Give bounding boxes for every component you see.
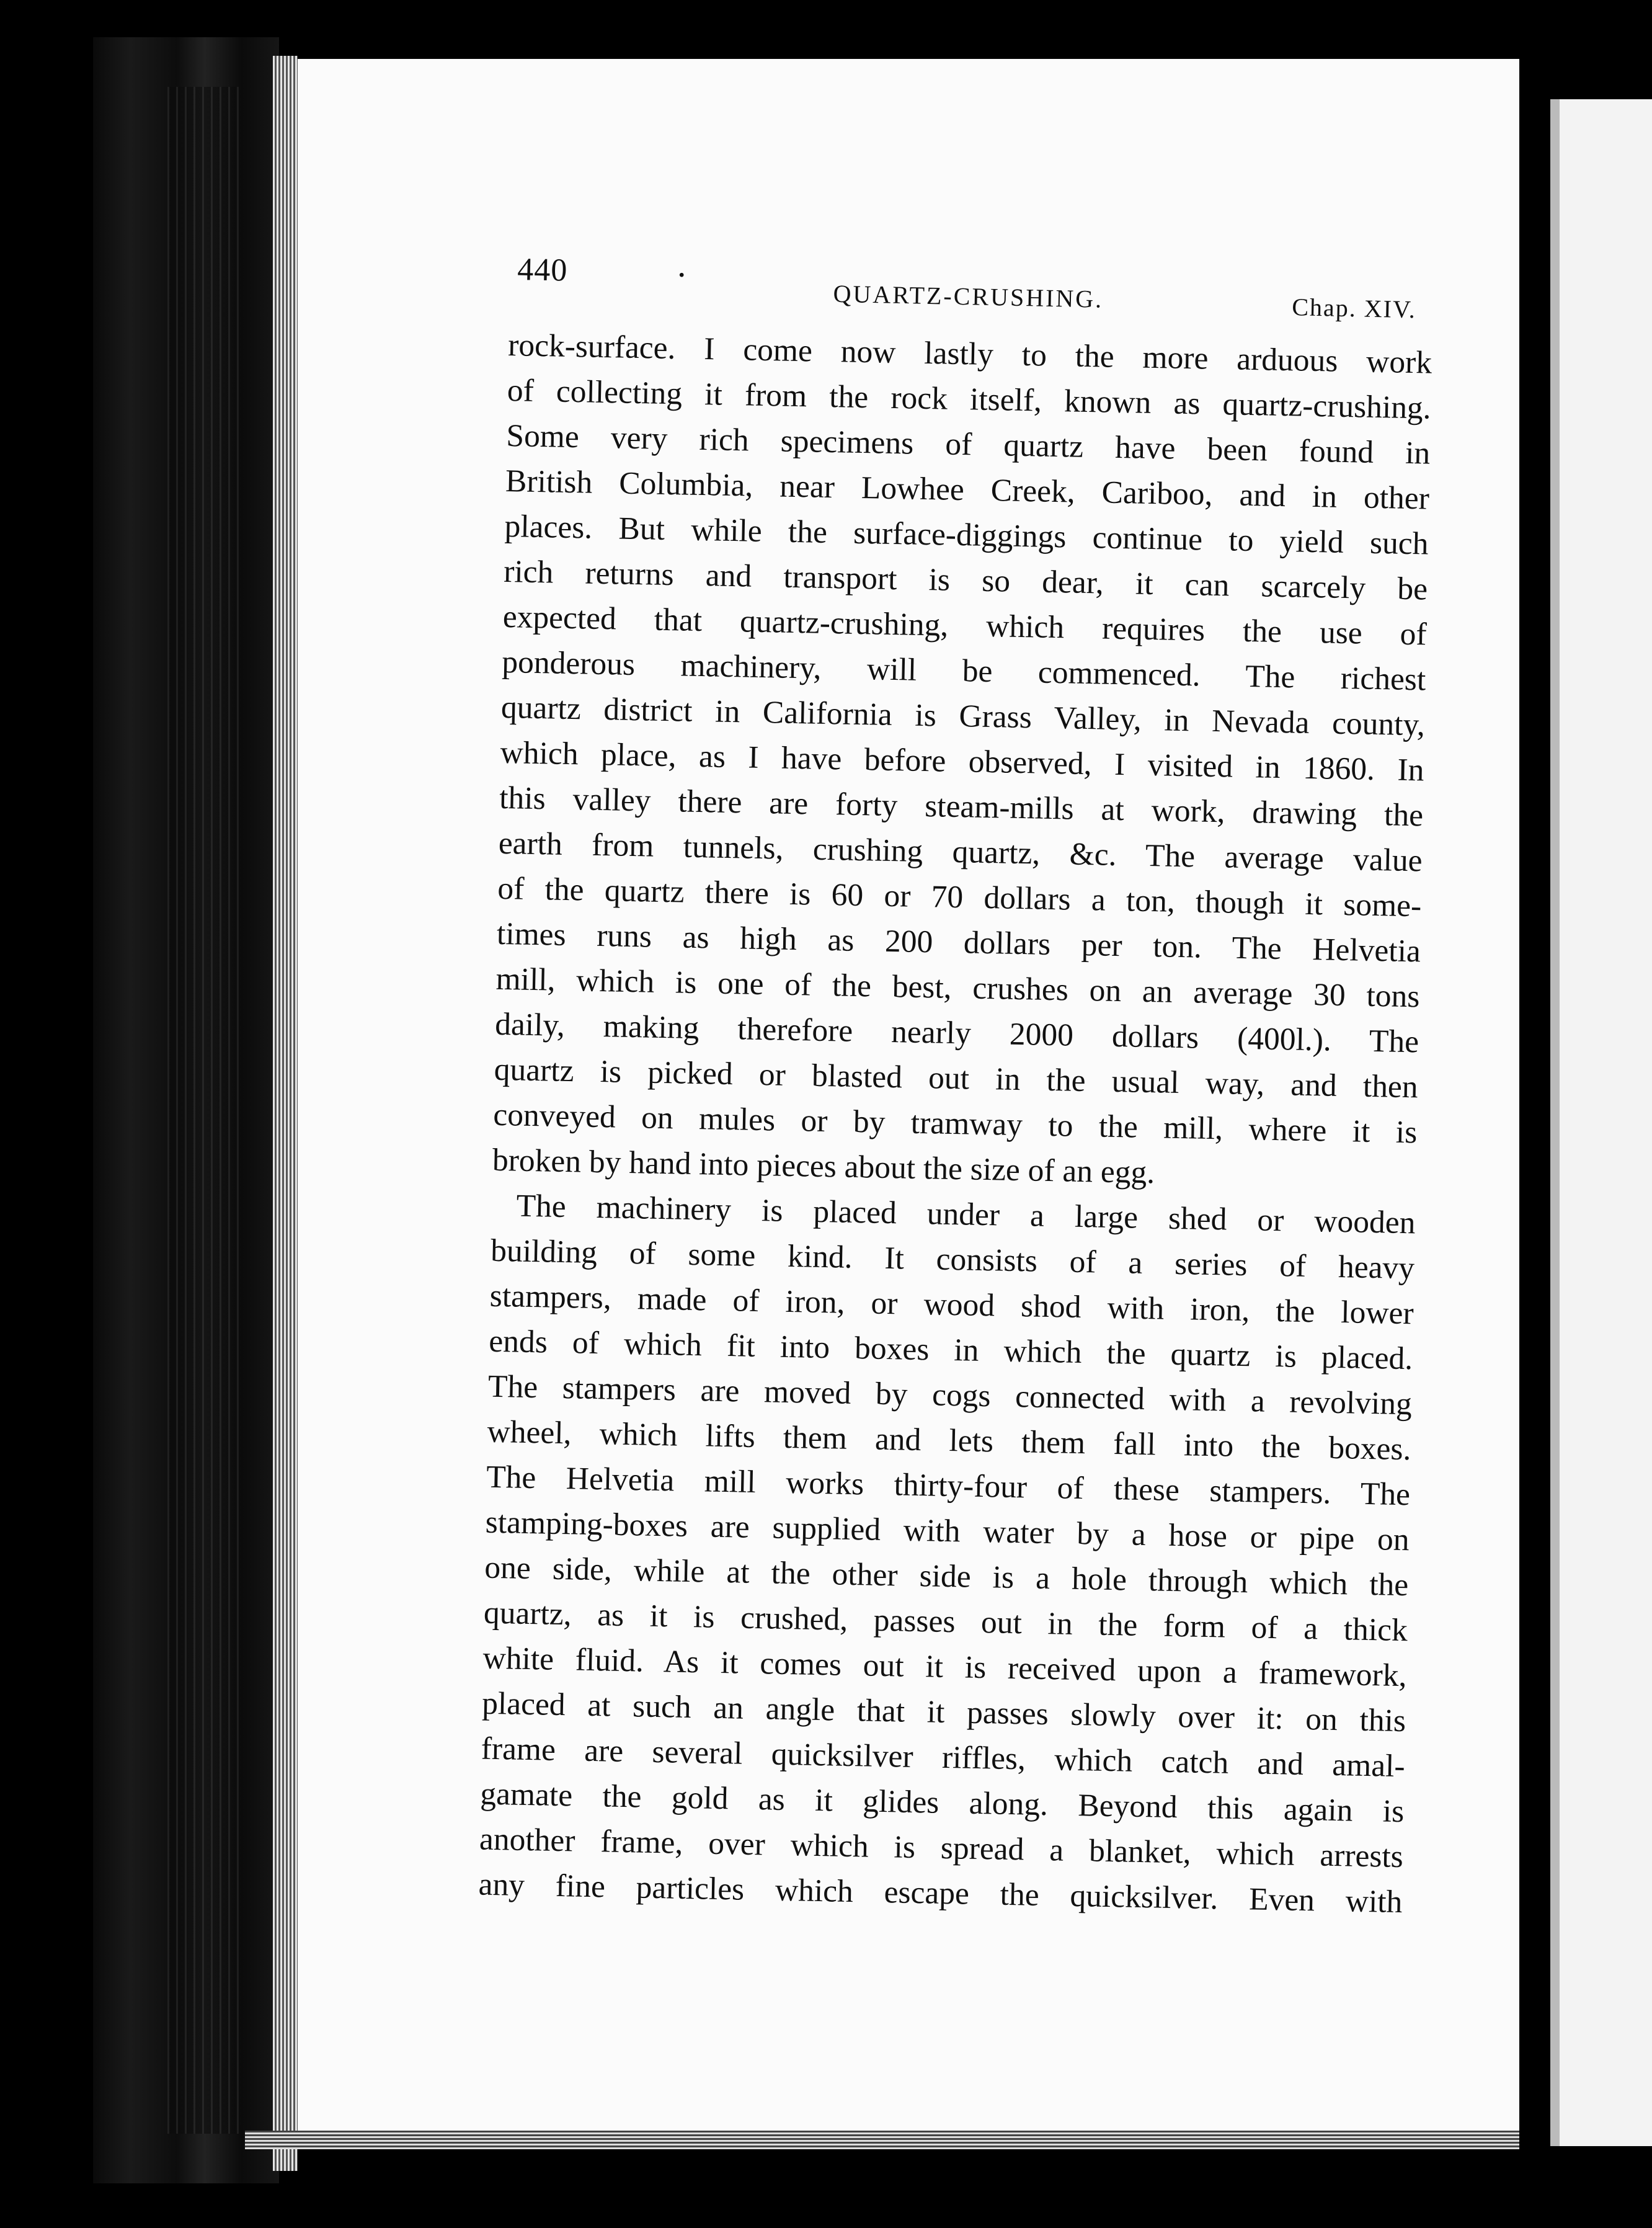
- text-line: broken by hand into pieces about the size of an egg.: [492, 1142, 1155, 1191]
- text-line: which place, as I have before observed, I visited in 1860. In: [500, 734, 1424, 788]
- text-line: earth from tunnels, crushing quartz, &c. The average value: [498, 825, 1423, 879]
- text-line: building of some kind. It consists of a series of heavy: [490, 1232, 1415, 1286]
- text-line: daily, making therefore nearly 2000 dollars (400l.). The: [494, 1006, 1419, 1060]
- text-line: quartz is picked or blasted out in the usual way, and then: [494, 1051, 1419, 1105]
- text-line: stamping-boxes are supplied with water by a hose or pipe on: [485, 1504, 1410, 1558]
- text-line: frame are several quicksilver riffles, which catch and amal-: [481, 1731, 1406, 1785]
- text-line: conveyed on mules or by tramway to the mill, where it is: [492, 1097, 1418, 1151]
- text-line: this valley there are forty steam-mills at work, drawing the: [499, 780, 1424, 834]
- text-line: mill, which is one of the best, crushes on an average 30 tons: [495, 961, 1420, 1015]
- text-line: ponderous machinery, will be commenced. The richest: [501, 644, 1426, 698]
- text-line: another frame, over which is spread a blanket, which arrests: [479, 1821, 1404, 1875]
- text-line: The Helvetia mill works thirty-four of these stampers. The: [486, 1459, 1411, 1513]
- next-page-edge: [1550, 99, 1560, 2146]
- paragraph-2: [478, 1183, 1416, 1925]
- text-line: rock-surface. I come now lastly to the more arduous work: [507, 327, 1432, 381]
- text-line: one side, while at the other side is a hole through which the: [484, 1549, 1409, 1603]
- text-line: British Columbia, near Lowhee Creek, Cariboo, and in other: [505, 463, 1430, 517]
- text-line: rich returns and transport is so dear, it can scarcely be: [503, 553, 1428, 607]
- page-edges-left: [273, 56, 298, 2171]
- text-line: any fine particles which escape the quicksilver. Even with: [478, 1866, 1403, 1920]
- text-line: of collecting it from the rock itself, known as quartz-crushing.: [507, 372, 1432, 426]
- text-line: quartz, as it is crushed, passes out in the form of a thick: [483, 1595, 1408, 1649]
- paragraph-1: [492, 323, 1432, 1200]
- text-line: white fluid. As it comes out it is received upon a framework,: [482, 1640, 1407, 1694]
- text-line: The stampers are moved by cogs connected with a revolving: [487, 1368, 1413, 1422]
- text-line: of the quartz there is 60 or 70 dollars a ton, though it some-: [497, 870, 1422, 924]
- text-line: stampers, made of iron, or wood shod with iron, the lower: [489, 1278, 1414, 1332]
- text-line: Some very rich specimens of quartz have been found in: [505, 417, 1431, 471]
- header-dot: •: [678, 265, 685, 285]
- next-page: [1560, 99, 1652, 2146]
- text-line: places. But while the surface-diggings continue to yield such: [504, 508, 1429, 562]
- page-number: 440: [517, 251, 568, 288]
- page-title: QUARTZ-CRUSHING.: [833, 279, 1104, 313]
- text-line: placed at such an angle that it passes slowly over it: on this: [481, 1685, 1406, 1739]
- chapter-reference: Chap. XIV.: [1291, 293, 1417, 324]
- text-line: gamate the gold as it glides along. Beyond this again is: [479, 1776, 1405, 1830]
- text-line: expected that quartz-crushing, which requires the use of: [502, 599, 1428, 653]
- text-line: times runs as high as 200 dollars per ton. The Helvetia: [496, 916, 1421, 969]
- body-text: [478, 323, 1432, 1925]
- text-line: wheel, which lifts them and lets them fall into the boxes.: [487, 1414, 1411, 1468]
- text-line: quartz district in California is Grass Valley, in Nevada county,: [500, 689, 1426, 743]
- text-line: The machinery is placed under a large shed or wooden: [516, 1188, 1416, 1241]
- page-edges-bottom: [245, 2131, 1519, 2149]
- text-line: ends of which fit into boxes in which the quartz is placed.: [488, 1323, 1413, 1377]
- binding-edge: [167, 87, 242, 2134]
